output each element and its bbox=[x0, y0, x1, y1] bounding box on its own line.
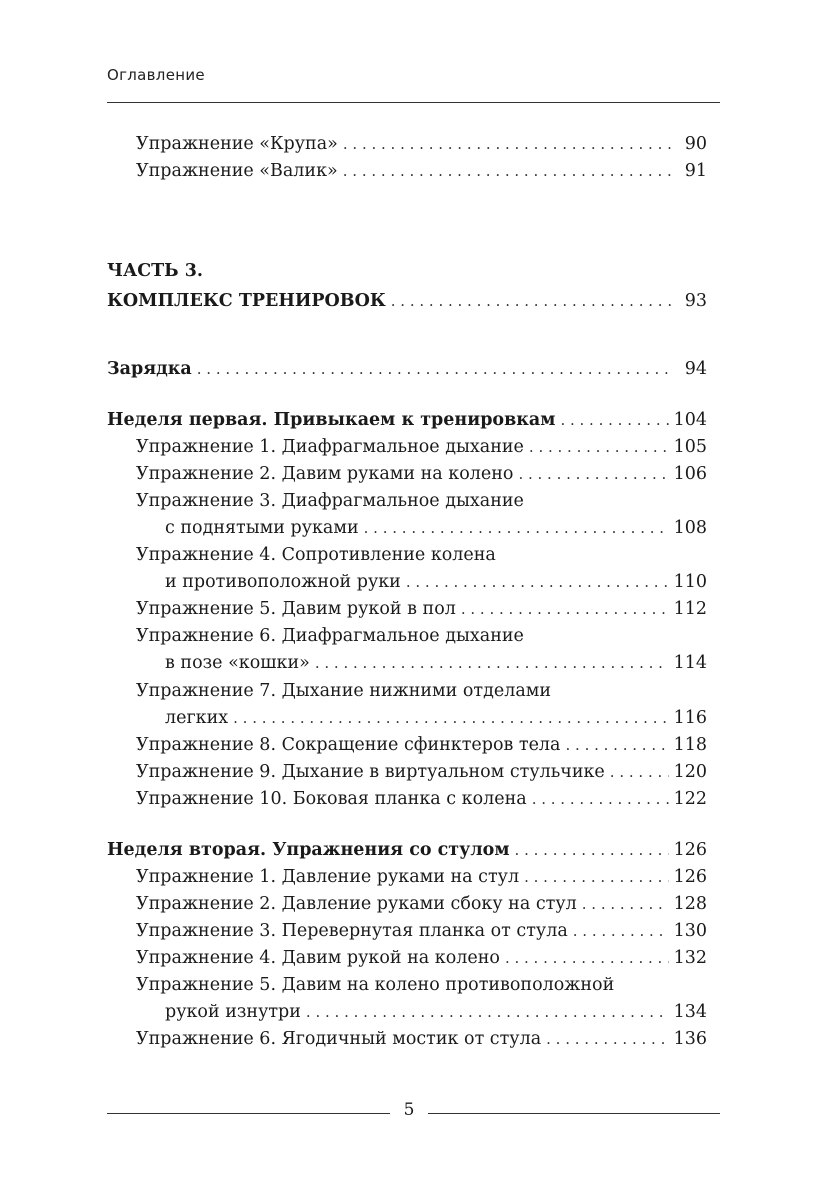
toc-entry-cont[interactable] bbox=[107, 650, 707, 677]
dot-leader bbox=[524, 864, 669, 891]
section-page: 126 bbox=[673, 840, 707, 860]
dot-leader bbox=[315, 650, 669, 677]
toc-entry-page: 128 bbox=[673, 894, 707, 914]
toc-entry-title: Упражнение 1. Диафрагмальное дыхание bbox=[136, 437, 524, 457]
toc-entry-title-cont: рукой изнутри bbox=[165, 1002, 301, 1022]
toc-entry-title: Упражнение «Крупа» bbox=[136, 134, 338, 154]
toc-entry-title-cont: в позе «кошки» bbox=[165, 653, 310, 673]
toc-entry-page: 136 bbox=[673, 1029, 707, 1049]
toc-entry[interactable] bbox=[107, 918, 707, 945]
toc-entry-page: 105 bbox=[673, 437, 707, 457]
dot-leader bbox=[518, 461, 668, 488]
dot-leader bbox=[505, 945, 669, 972]
toc-entry-page: 118 bbox=[673, 735, 707, 755]
toc-entry[interactable] bbox=[107, 596, 707, 623]
toc-entry-title: Упражнение 2. Давление руками сбоку на стул bbox=[136, 894, 577, 914]
toc-entry-page: 90 bbox=[684, 134, 707, 154]
header-divider bbox=[107, 102, 720, 103]
toc-entry-title: Упражнение 8. Сокращение сфинктеров тела bbox=[136, 735, 561, 755]
toc-entry-page: 134 bbox=[673, 1002, 707, 1022]
dot-leader bbox=[573, 918, 669, 945]
section-page: 94 bbox=[684, 359, 707, 379]
part-page: 93 bbox=[684, 291, 707, 311]
toc-entry[interactable] bbox=[107, 945, 707, 972]
part-heading[interactable] bbox=[107, 288, 707, 315]
toc-entry-title: Упражнение 2. Давим руками на колено bbox=[136, 464, 514, 484]
toc-entry[interactable] bbox=[107, 864, 707, 891]
toc-entry-page: 122 bbox=[673, 789, 707, 809]
toc-entry-cont[interactable] bbox=[107, 705, 707, 732]
toc-entry-title: Упражнение 4. Сопротивление колена bbox=[136, 545, 496, 565]
dot-leader bbox=[233, 705, 668, 732]
toc-entry-cont[interactable] bbox=[107, 569, 707, 596]
toc-entry-title: Упражнение 3. Перевернутая планка от стула bbox=[136, 921, 568, 941]
toc-entry-title-cont: и противоположной руки bbox=[165, 572, 401, 592]
toc-entry-cont[interactable] bbox=[107, 999, 707, 1026]
toc-entry-title: Упражнение 3. Диафрагмальное дыхание bbox=[136, 491, 524, 511]
toc-entry-title: Упражнение 6. Ягодичный мостик от стула bbox=[136, 1029, 542, 1049]
toc-entry-title: Упражнение «Валик» bbox=[136, 161, 338, 181]
toc-entry[interactable] bbox=[107, 786, 707, 813]
dot-leader bbox=[529, 434, 669, 461]
section-week2[interactable] bbox=[107, 837, 707, 864]
toc-entry[interactable] bbox=[107, 1026, 707, 1053]
toc-entry-title: Упражнение 10. Боковая планка с колена bbox=[136, 789, 527, 809]
dot-leader bbox=[515, 837, 669, 864]
toc-entry-page: 116 bbox=[673, 708, 707, 728]
toc-entry-cont[interactable] bbox=[107, 515, 707, 542]
footer-divider-right bbox=[428, 1113, 720, 1114]
part-title: КОМПЛЕКС ТРЕНИРОВОК bbox=[107, 291, 386, 311]
dot-leader bbox=[560, 407, 668, 434]
toc-entry[interactable] bbox=[107, 759, 707, 786]
footer-divider-left bbox=[107, 1113, 390, 1114]
toc-entry-page: 114 bbox=[673, 653, 707, 673]
toc-entry-page: 110 bbox=[673, 572, 707, 592]
section-title: Зарядка bbox=[107, 359, 192, 379]
toc-entry[interactable] bbox=[107, 891, 707, 918]
dot-leader bbox=[532, 786, 669, 813]
toc-entry-page: 106 bbox=[673, 464, 707, 484]
running-header: Оглавление bbox=[107, 66, 205, 84]
toc-entry-page: 108 bbox=[673, 518, 707, 538]
toc-entry-line1[interactable] bbox=[107, 623, 707, 650]
toc-entry[interactable] bbox=[107, 434, 707, 461]
toc-entry-page: 130 bbox=[673, 921, 707, 941]
dot-leader bbox=[391, 288, 672, 315]
toc-entry[interactable] bbox=[107, 461, 707, 488]
section-title: Неделя вторая. Упражнения со стулом bbox=[107, 840, 510, 860]
toc-entry[interactable] bbox=[107, 158, 707, 185]
toc-entry-title: Упражнение 4. Давим рукой на колено bbox=[136, 948, 500, 968]
dot-leader bbox=[406, 569, 669, 596]
page-number: 5 bbox=[403, 1100, 415, 1120]
section-week1[interactable] bbox=[107, 407, 707, 434]
dot-leader bbox=[343, 158, 672, 185]
toc-entry-title-cont: легких bbox=[165, 708, 229, 728]
toc-entry-title: Упражнение 7. Дыхание нижними отделами bbox=[136, 681, 552, 701]
toc-entry-page: 132 bbox=[673, 948, 707, 968]
dot-leader bbox=[306, 999, 669, 1026]
section-title: Неделя первая. Привыкаем к тренировкам bbox=[107, 410, 556, 430]
toc-entry-line1[interactable] bbox=[107, 488, 707, 515]
toc-entry[interactable] bbox=[107, 732, 707, 759]
section-warmup[interactable] bbox=[107, 356, 707, 383]
dot-leader bbox=[461, 596, 669, 623]
toc-entry-page: 112 bbox=[673, 599, 707, 619]
toc-entry-page: 91 bbox=[684, 161, 707, 181]
toc-entry-title: Упражнение 6. Диафрагмальное дыхание bbox=[136, 626, 524, 646]
toc-entry-title: Упражнение 1. Давление руками на стул bbox=[136, 867, 520, 887]
toc-entry-line1[interactable] bbox=[107, 542, 707, 569]
toc-entry-page: 126 bbox=[673, 867, 707, 887]
toc-entry-line1[interactable] bbox=[107, 972, 707, 999]
part-heading-line1: ЧАСТЬ 3. bbox=[107, 261, 203, 281]
toc-entry-title: Упражнение 5. Давим рукой в пол bbox=[136, 599, 456, 619]
toc-entry-title: Упражнение 9. Дыхание в виртуальном стульчике bbox=[136, 762, 605, 782]
toc-entry[interactable] bbox=[107, 131, 707, 158]
dot-leader bbox=[364, 515, 669, 542]
dot-leader bbox=[197, 356, 672, 383]
dot-leader bbox=[546, 1026, 668, 1053]
dot-leader bbox=[566, 732, 669, 759]
section-page: 104 bbox=[673, 410, 707, 430]
dot-leader bbox=[582, 891, 669, 918]
toc-entry-title: Упражнение 5. Давим на колено противоположной bbox=[136, 975, 615, 995]
dot-leader bbox=[343, 131, 672, 158]
dot-leader bbox=[610, 759, 669, 786]
toc-entry-line1[interactable] bbox=[107, 678, 707, 705]
toc-entry-page: 120 bbox=[673, 762, 707, 782]
toc-entry-title-cont: с поднятыми руками bbox=[165, 518, 359, 538]
